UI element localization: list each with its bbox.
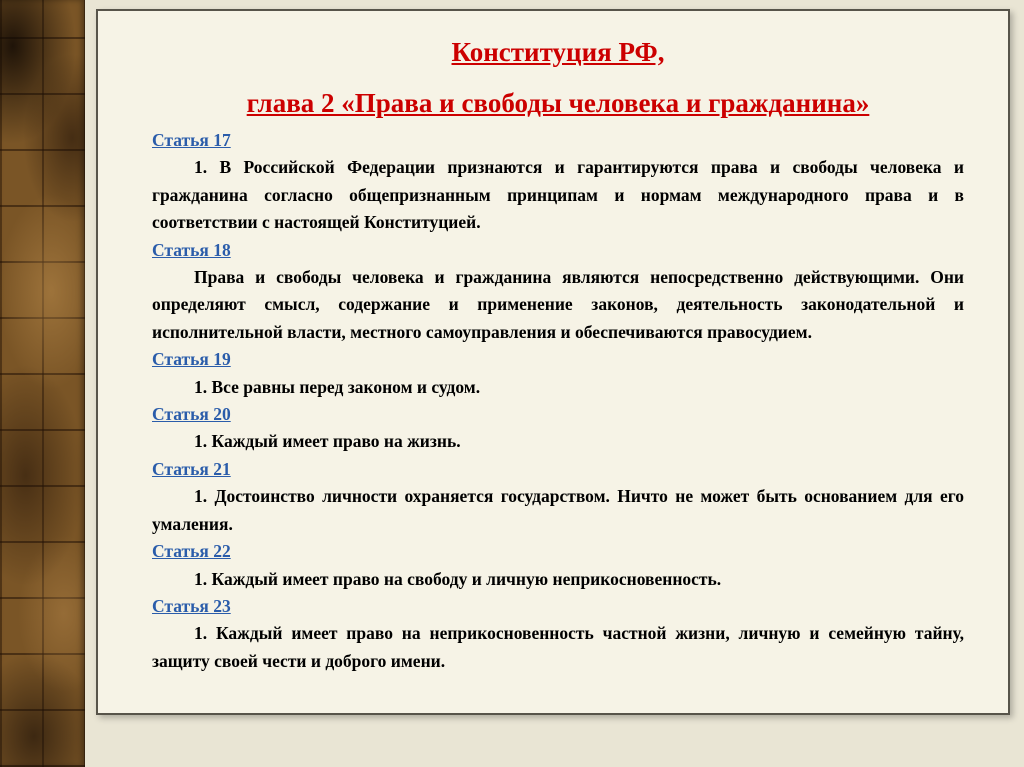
article-20-text: 1. Каждый имеет право на жизнь. xyxy=(194,431,461,452)
article-21 xyxy=(152,456,964,538)
article-17 xyxy=(152,127,964,237)
article-17-heading-link[interactable]: Статья 17 xyxy=(152,130,231,150)
article-21-text: 1. Достоинство личности охраняется государством. Ничто не может быть основанием для его умаления. xyxy=(152,486,964,534)
article-20 xyxy=(152,401,964,456)
article-22-text: 1. Каждый имеет право на свободу и личную неприкосновенность. xyxy=(194,568,722,589)
title-line-1: Конституция РФ, xyxy=(451,37,665,67)
article-23 xyxy=(152,593,964,675)
articles-list xyxy=(152,127,964,675)
article-22-heading-link[interactable]: Статья 22 xyxy=(152,541,231,562)
article-18-heading-link[interactable]: Статья 18 xyxy=(152,239,231,260)
article-20-heading-link[interactable]: Статья 20 xyxy=(152,404,231,425)
article-17-text: 1. В Российской Федерации признаются и гарантируются права и свободы человека и гражданина согласно общепризнанным принципам и нормам международного права и в соответствии с настоящей Конституцией. xyxy=(152,157,964,233)
slide-title xyxy=(152,39,964,117)
content-panel xyxy=(96,9,1010,715)
article-18 xyxy=(152,237,964,347)
article-22 xyxy=(152,538,964,593)
decorative-left-border xyxy=(0,0,85,767)
article-21-heading-link[interactable]: Статья 21 xyxy=(152,458,231,479)
article-19-text: 1. Все равны перед законом и судом. xyxy=(194,376,481,397)
title-line-2: глава 2 «Права и свободы человека и гражданина» xyxy=(246,88,870,118)
article-23-heading-link[interactable]: Статья 23 xyxy=(152,595,231,616)
article-18-text: Права и свободы человека и гражданина являются непосредственно действующими. Они определяют смысл, содержание и применение законов, деятельность законодательной и исполнительной власти, местного самоуправления и обеспечиваются правосудием. xyxy=(152,267,964,342)
article-19 xyxy=(152,346,964,401)
article-23-text: 1. Каждый имеет право на неприкосновенность частной жизни, личную и семейную тайну, защиту своей чести и доброго имени. xyxy=(152,623,964,671)
article-19-heading-link[interactable]: Статья 19 xyxy=(152,349,231,370)
